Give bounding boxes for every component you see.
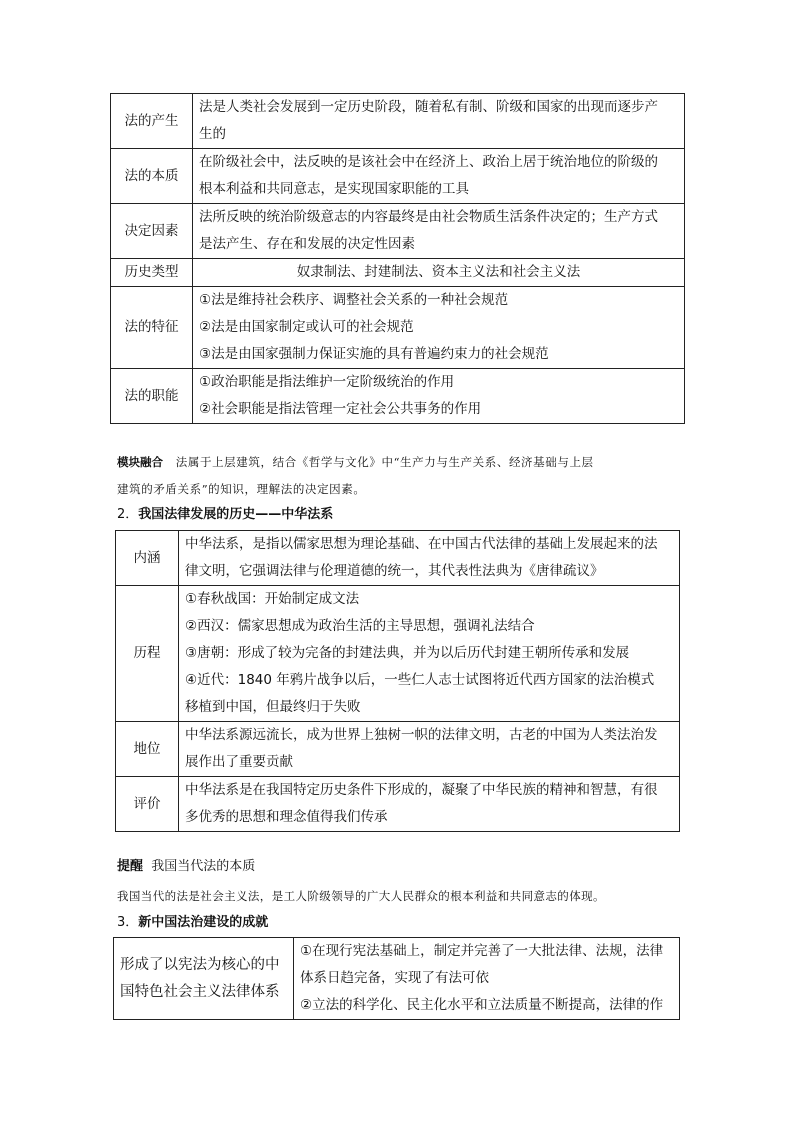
chinese-legal-system-table [115,530,680,832]
row-content: 中华法系是在我国特定历史条件下形成的，凝聚了中华民族的精神和智慧，有很 多优秀的思想和理念值得我们传承 [179,777,680,832]
table-row [111,149,685,204]
table-row [111,204,685,259]
row-content: ①法是维持社会秩序、调整社会关系的一种社会规范 ②法是由国家制定或认可的社会规范 ③法是由国家强制力保证实施的具有普遍约束力的社会规范 [193,287,685,369]
section-heading-2 [117,505,333,525]
row-key: 历程 [116,586,179,722]
table-row [116,777,680,832]
row-key: 法的本质 [111,149,193,204]
row-key: 法的产生 [111,94,193,149]
row-content: ①政治职能是指法维护一定阶级统治的作用 ②社会职能是指法管理一定社会公共事务的作用 [193,369,685,424]
section-title: 我国法律发展的历史——中华法系 [138,507,334,522]
reminder-heading [117,857,255,877]
row-key: 内涵 [116,531,179,586]
row-content: 中华法系源远流长，成为世界上独树一帜的法律文明，古老的中国为人类法治发 展作出了重要贡献 [179,722,680,777]
note-text: 法属于上层建筑，结合《哲学与文化》中“生产力与生产关系、经济基础与上层 [175,455,594,469]
row-content: ①在现行宪法基础上，制定并完善了一大批法律、法规，法律 体系日趋完备，实现了有法可依 ②立法的科学化、民主化水平和立法质量不断提高，法律的作 [294,938,680,1020]
row-key: 地位 [116,722,179,777]
row-content: 中华法系，是指以儒家思想为理论基础、在中国古代法律的基础上发展起来的法 律文明，它强调法律与伦理道德的统一，其代表性法典为《唐律疏议》 [179,531,680,586]
module-integration-note [117,450,594,474]
section-number: 2． [117,507,139,522]
row-key: 评价 [116,777,179,832]
table-row [116,531,680,586]
row-key: 历史类型 [111,259,193,287]
reminder-text: 我国当代的法是社会主义法，是工人阶级领导的广大人民群众的根本利益和共同意志的体现。 [117,889,605,903]
table-row [114,938,680,1020]
table-row [111,287,685,369]
note-label: 模块融合 [117,455,163,469]
reminder-label: 提醒 [117,859,144,874]
rule-of-law-achievements-table [113,937,680,1020]
law-overview-table [110,93,685,424]
row-key: 法的特征 [111,287,193,369]
row-content: 法是人类社会发展到一定历史阶段，随着私有制、阶级和国家的出现而逐步产 生的 [193,94,685,149]
row-content: 法所反映的统治阶级意志的内容最终是由社会物质生活条件决定的；生产方式 是法产生、存在和发展的决定性因素 [193,204,685,259]
module-integration-note-cont [117,477,365,501]
section-number: 3． [117,915,139,930]
row-key: 法的职能 [111,369,193,424]
row-content: 奴隶制法、封建制法、资本主义法和社会主义法 [193,259,685,287]
table-row [111,369,685,424]
row-content: ①春秋战国：开始制定成文法 ②西汉：儒家思想成为政治生活的主导思想，强调礼法结合 ③唐朝：形成了较为完备的封建法典，并为以后历代封建王朝所传承和发展 ④近代：1840 年鸦片战争以后，一些仁人志士试图将近代西方国家的法治模式 移植到中国，但最终归于失败 [179,586,680,722]
section-heading-3 [117,913,268,933]
row-key: 形成了以宪法为核心的中 国特色社会主义法律体系 [114,938,294,1020]
table-row [111,259,685,287]
reminder-title: 我国当代法的本质 [151,859,256,874]
row-content: 在阶级社会中，法反映的是该社会中在经济上、政治上居于统治地位的阶级的 根本利益和共同意志，是实现国家职能的工具 [193,149,685,204]
table-row [116,586,680,722]
row-key: 决定因素 [111,204,193,259]
note-text: 建筑的矛盾关系”的知识，理解法的决定因素。 [117,482,366,496]
table-row [116,722,680,777]
table-row [111,94,685,149]
section-title: 新中国法治建设的成就 [138,915,269,930]
